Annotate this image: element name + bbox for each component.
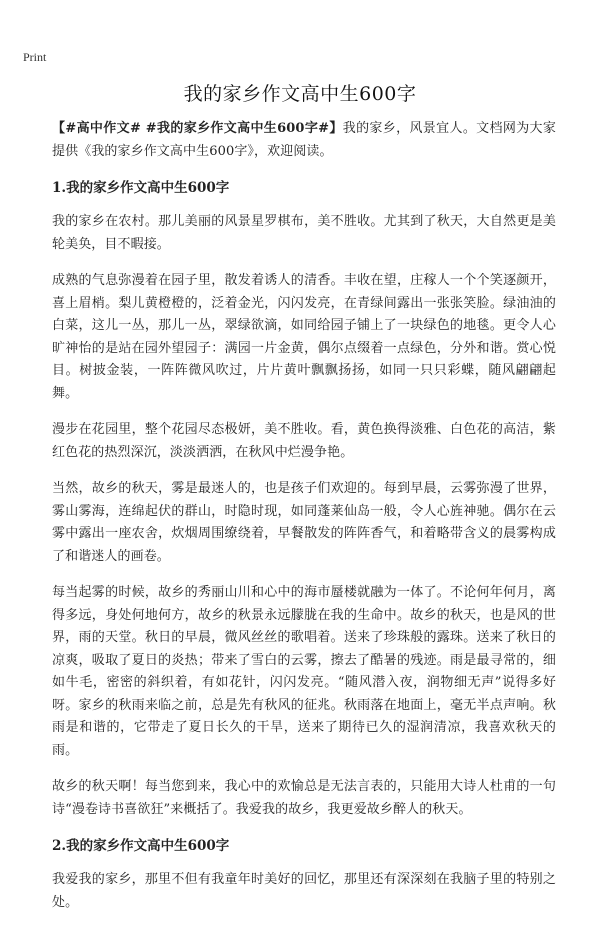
paragraph: 每当起雾的时候，故乡的秀丽山川和心中的海市蜃楼就融为一体了。不论何年何月，离得多远，身处何地何方，故乡的秋景永远朦胧在我的生命中。故乡的秋天，也是风的世界，雨的天堂。秋日的早晨，微风丝丝的歌唱着。送来了珍珠般的露珠。送来了秋日的凉爽，吸取了夏日的炎热；带来了雪白的云雾，擦去了酷暑的残迹。雨是最寻常的，细如牛毛，密密的斜织着，有如花针，闪闪发亮。“随风潜入夜，润物细无声”说得多好呀。家乡的秋雨来临之前，总是先有秋风的征兆。秋雨落在地面上，毫无半点声响。秋雨是和谐的，它带走了夏日长久的干旱，送来了期待已久的湿润清凉，我喜欢秋天的雨。 [52,585,556,758]
paragraph: 我爱我的家乡，那里不但有我童年时美好的回忆，那里还有深深刻在我脑子里的特别之处。 [52,872,556,910]
paragraph: 漫步在花园里，整个花园尽态极妍，美不胜收。看，黄色换得淡雅、白色花的高洁，紫红色花的热烈深沉，淡淡洒洒，在秋风中烂漫争艳。 [52,422,556,460]
page-title: 我的家乡作文高中生600字 [183,83,417,105]
print-label[interactable]: Print [23,50,47,64]
paragraph: 当然，故乡的秋天，雾是最迷人的，也是孩子们欢迎的。每到早晨，云雾弥漫了世界，雾山雾海，连绵起伏的群山，时隐时现，如同蓬莱仙岛一般，令人心旌神驰。偶尔在云雾中露出一座农舍，炊烟周围缭绕着，早餐散发的阵阵香气，和着略带含义的晨雾构成了和谐迷人的画卷。 [52,481,556,564]
section-heading: 2.我的家乡作文高中生600字 [52,838,230,854]
section-heading: 1.我的家乡作文高中生600字 [52,180,230,196]
paragraph: 故乡的秋天啊！每当您到来，我心中的欢愉总是无法言表的，只能用大诗人杜甫的一句诗“漫卷诗书喜欲狂”来概括了。我爱我的故乡，我更爱故乡醉人的秋天。 [52,779,556,817]
paragraph: 我的家乡在农村。那儿美丽的风景星罗棋布，美不胜收。尤其到了秋天，大自然更是美轮美奂，目不暇接。 [52,214,556,252]
intro-paragraph [52,118,556,163]
intro-tag: 【#高中作文# #我的家乡作文高中生600字#】 [52,121,343,136]
intro-text: 我的家乡，风景宜人。文档网为大家提供《我的家乡作文高中生600字》，欢迎阅读。 [52,121,556,159]
article-body [52,118,556,928]
paragraph: 成熟的气息弥漫着在园子里，散发着诱人的清香。丰收在望，庄稼人一个个笑逐颜开，喜上眉梢。梨儿黄橙橙的，泛着金光，闪闪发亮，在青绿间露出一张张笑脸。绿油油的白菜，这儿一丛，那儿一丛，翠绿欲滴，如同给园子铺上了一块绿色的地毯。更令人心旷神怡的是站在园外望园子：满园一片金黄，偶尔点缀着一点绿色，分外和谐。赏心悦目。树披金装，一阵阵微风吹过，片片黄叶飘飘扬扬，如同一只只彩蝶，随风翩翩起舞。 [52,273,556,401]
